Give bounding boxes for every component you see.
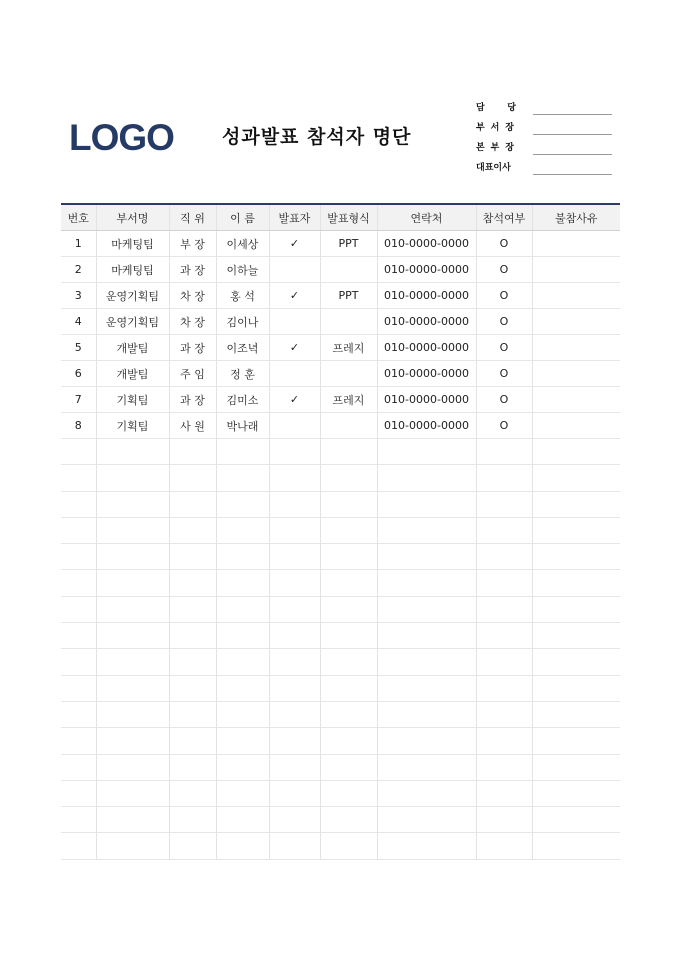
table-header-row: [61, 204, 620, 231]
cell-format[interactable]: [320, 570, 377, 596]
cell-department[interactable]: [96, 623, 169, 649]
attendee-table: [61, 203, 620, 860]
cell-absence-reason[interactable]: [532, 491, 620, 517]
cell-position[interactable]: [169, 807, 216, 833]
cell-number[interactable]: [61, 675, 96, 701]
cell-format[interactable]: [320, 257, 377, 283]
cell-department[interactable]: [96, 780, 169, 806]
approval-label: [476, 141, 514, 155]
cell-format[interactable]: PPT: [320, 283, 377, 309]
cell-department[interactable]: 마케팅팀: [96, 231, 169, 257]
cell-department[interactable]: [96, 465, 169, 491]
cell-format[interactable]: PPT: [320, 231, 377, 257]
cell-department[interactable]: [96, 754, 169, 780]
cell-presenter[interactable]: [269, 780, 320, 806]
cell-name[interactable]: [216, 701, 269, 727]
cell-position[interactable]: [169, 596, 216, 622]
cell-absence-reason[interactable]: [532, 701, 620, 727]
cell-contact[interactable]: [377, 728, 476, 754]
cell-presenter[interactable]: [269, 439, 320, 465]
cell-attendance[interactable]: O: [476, 361, 532, 387]
cell-contact[interactable]: [377, 596, 476, 622]
cell-department[interactable]: 운영기획팀: [96, 283, 169, 309]
table-row-empty: [61, 596, 620, 622]
cell-number[interactable]: [61, 807, 96, 833]
cell-name[interactable]: [216, 780, 269, 806]
cell-contact[interactable]: 010-0000-0000: [377, 231, 476, 257]
cell-attendance[interactable]: O: [476, 283, 532, 309]
cell-attendance[interactable]: [476, 491, 532, 517]
table-row-empty: [61, 649, 620, 675]
signature-line[interactable]: [533, 134, 612, 135]
cell-position[interactable]: 사 원: [169, 413, 216, 439]
cell-number[interactable]: [61, 517, 96, 543]
cell-absence-reason[interactable]: [532, 283, 620, 309]
cell-position[interactable]: 과 장: [169, 257, 216, 283]
cell-attendance[interactable]: [476, 701, 532, 727]
cell-number[interactable]: [61, 596, 96, 622]
cell-department[interactable]: [96, 807, 169, 833]
table-row-empty: [61, 439, 620, 465]
cell-department[interactable]: [96, 596, 169, 622]
signature-line[interactable]: [533, 114, 612, 115]
cell-contact[interactable]: 010-0000-0000: [377, 335, 476, 361]
cell-number[interactable]: [61, 780, 96, 806]
approval-row-manager: [476, 100, 616, 120]
cell-format[interactable]: [320, 675, 377, 701]
cell-attendance[interactable]: [476, 517, 532, 543]
cell-attendance[interactable]: [476, 439, 532, 465]
cell-contact[interactable]: 010-0000-0000: [377, 257, 476, 283]
cell-absence-reason[interactable]: [532, 649, 620, 675]
cell-position[interactable]: 과 장: [169, 387, 216, 413]
approval-label-char: 장: [505, 123, 514, 133]
table-row-empty: [61, 491, 620, 517]
cell-number[interactable]: [61, 833, 96, 859]
table-row-empty: [61, 623, 620, 649]
cell-format[interactable]: 프레지: [320, 335, 377, 361]
header-position: 직 위: [169, 204, 216, 231]
table-row: [61, 387, 620, 413]
cell-department[interactable]: 기획팀: [96, 413, 169, 439]
cell-number[interactable]: [61, 439, 96, 465]
cell-absence-reason[interactable]: [532, 465, 620, 491]
cell-position[interactable]: 차 장: [169, 309, 216, 335]
table-row: [61, 309, 620, 335]
approval-row-ceo: [476, 160, 616, 180]
cell-name[interactable]: [216, 491, 269, 517]
cell-department[interactable]: 운영기획팀: [96, 309, 169, 335]
cell-position[interactable]: [169, 728, 216, 754]
table-row-empty: [61, 701, 620, 727]
cell-attendance[interactable]: [476, 833, 532, 859]
cell-absence-reason[interactable]: [532, 361, 620, 387]
cell-absence-reason[interactable]: [532, 544, 620, 570]
cell-attendance[interactable]: [476, 544, 532, 570]
cell-number[interactable]: [61, 491, 96, 517]
cell-presenter[interactable]: [269, 728, 320, 754]
signature-line[interactable]: [533, 154, 612, 155]
table-row-empty: [61, 570, 620, 596]
cell-presenter[interactable]: [269, 623, 320, 649]
table-row-empty: [61, 465, 620, 491]
cell-position[interactable]: [169, 833, 216, 859]
cell-position[interactable]: [169, 517, 216, 543]
header-department: 부서명: [96, 204, 169, 231]
cell-number[interactable]: [61, 701, 96, 727]
cell-format[interactable]: [320, 465, 377, 491]
approval-label-char: 본: [476, 143, 485, 153]
approval-row-division-head: [476, 140, 616, 160]
cell-name[interactable]: 홍 석: [216, 283, 269, 309]
cell-format[interactable]: [320, 780, 377, 806]
table-row: [61, 231, 620, 257]
cell-attendance[interactable]: [476, 596, 532, 622]
cell-format[interactable]: [320, 728, 377, 754]
cell-name[interactable]: 박나래: [216, 413, 269, 439]
table-row: [61, 335, 620, 361]
approval-label-char: 당: [507, 103, 516, 113]
cell-absence-reason[interactable]: [532, 387, 620, 413]
cell-presenter[interactable]: [269, 596, 320, 622]
approval-label-char: 담: [476, 103, 485, 113]
cell-attendance[interactable]: [476, 780, 532, 806]
approval-label-char: 부: [490, 143, 500, 153]
cell-department[interactable]: [96, 833, 169, 859]
cell-name[interactable]: [216, 465, 269, 491]
cell-number[interactable]: [61, 570, 96, 596]
signature-line[interactable]: [533, 174, 612, 175]
cell-position[interactable]: 차 장: [169, 283, 216, 309]
table-row: [61, 361, 620, 387]
cell-presenter[interactable]: [269, 544, 320, 570]
cell-presenter[interactable]: [269, 754, 320, 780]
cell-department[interactable]: [96, 570, 169, 596]
cell-number[interactable]: [61, 465, 96, 491]
cell-name[interactable]: 이하늘: [216, 257, 269, 283]
table-row-empty: [61, 517, 620, 543]
table-row-empty: [61, 754, 620, 780]
cell-format[interactable]: [320, 833, 377, 859]
cell-format[interactable]: [320, 596, 377, 622]
cell-position[interactable]: 주 임: [169, 361, 216, 387]
cell-presenter[interactable]: [269, 257, 320, 283]
cell-absence-reason[interactable]: [532, 413, 620, 439]
approval-row-department-head: [476, 120, 616, 140]
cell-contact[interactable]: 010-0000-0000: [377, 283, 476, 309]
cell-number[interactable]: [61, 649, 96, 675]
cell-format[interactable]: [320, 439, 377, 465]
cell-attendance[interactable]: [476, 807, 532, 833]
cell-number[interactable]: [61, 728, 96, 754]
table-row: [61, 413, 620, 439]
cell-attendance[interactable]: [476, 649, 532, 675]
approval-label: 대표이사: [476, 163, 511, 173]
cell-contact[interactable]: 010-0000-0000: [377, 413, 476, 439]
cell-format[interactable]: [320, 361, 377, 387]
cell-absence-reason[interactable]: [532, 517, 620, 543]
cell-presenter[interactable]: [269, 517, 320, 543]
cell-contact[interactable]: [377, 807, 476, 833]
cell-name[interactable]: [216, 649, 269, 675]
cell-name[interactable]: 정 훈: [216, 361, 269, 387]
header-presentation-format: 발표형식: [320, 204, 377, 231]
cell-attendance[interactable]: O: [476, 231, 532, 257]
cell-position[interactable]: [169, 465, 216, 491]
cell-department[interactable]: [96, 544, 169, 570]
cell-number[interactable]: 2: [61, 257, 96, 283]
cell-contact[interactable]: [377, 517, 476, 543]
cell-absence-reason[interactable]: [532, 231, 620, 257]
header-presenter: 발표자: [269, 204, 320, 231]
cell-presenter[interactable]: [269, 413, 320, 439]
header-number: 번호: [61, 204, 96, 231]
table-row-empty: [61, 728, 620, 754]
cell-attendance[interactable]: [476, 728, 532, 754]
cell-name[interactable]: [216, 570, 269, 596]
cell-department[interactable]: 개발팀: [96, 335, 169, 361]
cell-absence-reason[interactable]: [532, 728, 620, 754]
cell-format[interactable]: [320, 701, 377, 727]
cell-attendance[interactable]: [476, 754, 532, 780]
cell-format[interactable]: [320, 491, 377, 517]
cell-number[interactable]: [61, 544, 96, 570]
cell-presenter[interactable]: [269, 491, 320, 517]
cell-position[interactable]: [169, 649, 216, 675]
cell-name[interactable]: 김이나: [216, 309, 269, 335]
cell-position[interactable]: [169, 754, 216, 780]
cell-attendance[interactable]: [476, 675, 532, 701]
approval-label: [476, 101, 516, 115]
cell-format[interactable]: [320, 754, 377, 780]
table-row: [61, 257, 620, 283]
approval-label-char: 서: [490, 123, 500, 133]
cell-attendance[interactable]: O: [476, 335, 532, 361]
cell-contact[interactable]: [377, 780, 476, 806]
cell-absence-reason[interactable]: [532, 754, 620, 780]
cell-department[interactable]: [96, 649, 169, 675]
cell-attendance[interactable]: [476, 570, 532, 596]
cell-name[interactable]: [216, 833, 269, 859]
cell-contact[interactable]: [377, 623, 476, 649]
cell-department[interactable]: 마케팅팀: [96, 257, 169, 283]
cell-absence-reason[interactable]: [532, 623, 620, 649]
cell-format[interactable]: [320, 544, 377, 570]
cell-presenter[interactable]: ✓: [269, 231, 320, 257]
cell-number[interactable]: 8: [61, 413, 96, 439]
cell-name[interactable]: 김미소: [216, 387, 269, 413]
cell-number[interactable]: [61, 754, 96, 780]
page-title: 성과발표 참석자 명단: [222, 126, 412, 148]
cell-name[interactable]: 이조녁: [216, 335, 269, 361]
cell-attendance[interactable]: [476, 623, 532, 649]
header-contact: 연락처: [377, 204, 476, 231]
header-name: 이 름: [216, 204, 269, 231]
cell-name[interactable]: [216, 517, 269, 543]
cell-contact[interactable]: 010-0000-0000: [377, 361, 476, 387]
cell-presenter[interactable]: [269, 701, 320, 727]
cell-number[interactable]: [61, 623, 96, 649]
cell-contact[interactable]: [377, 491, 476, 517]
cell-absence-reason[interactable]: [532, 257, 620, 283]
cell-position[interactable]: [169, 675, 216, 701]
cell-contact[interactable]: [377, 833, 476, 859]
cell-absence-reason[interactable]: [532, 780, 620, 806]
cell-position[interactable]: [169, 780, 216, 806]
header-absence-reason: 불참사유: [532, 204, 620, 231]
cell-contact[interactable]: [377, 754, 476, 780]
cell-name[interactable]: 이세상: [216, 231, 269, 257]
cell-presenter[interactable]: [269, 570, 320, 596]
cell-department[interactable]: 기획팀: [96, 387, 169, 413]
cell-contact[interactable]: [377, 701, 476, 727]
cell-attendance[interactable]: O: [476, 413, 532, 439]
cell-position[interactable]: [169, 623, 216, 649]
cell-number[interactable]: 4: [61, 309, 96, 335]
cell-position[interactable]: [169, 570, 216, 596]
cell-name[interactable]: [216, 623, 269, 649]
cell-contact[interactable]: [377, 675, 476, 701]
cell-presenter[interactable]: ✓: [269, 335, 320, 361]
cell-department[interactable]: [96, 439, 169, 465]
cell-number[interactable]: 1: [61, 231, 96, 257]
cell-contact[interactable]: [377, 649, 476, 675]
cell-absence-reason[interactable]: [532, 570, 620, 596]
company-logo: LOGO: [69, 117, 174, 158]
cell-name[interactable]: [216, 596, 269, 622]
cell-format[interactable]: [320, 623, 377, 649]
cell-format[interactable]: [320, 649, 377, 675]
cell-format[interactable]: [320, 807, 377, 833]
cell-department[interactable]: [96, 517, 169, 543]
cell-name[interactable]: [216, 728, 269, 754]
cell-presenter[interactable]: [269, 807, 320, 833]
cell-presenter[interactable]: [269, 833, 320, 859]
cell-name[interactable]: [216, 754, 269, 780]
approval-label-char: 부: [476, 123, 485, 133]
table-row: [61, 283, 620, 309]
cell-absence-reason[interactable]: [532, 807, 620, 833]
cell-position[interactable]: [169, 439, 216, 465]
cell-attendance[interactable]: O: [476, 257, 532, 283]
approval-signature-block: [476, 100, 616, 180]
cell-presenter[interactable]: [269, 675, 320, 701]
cell-absence-reason[interactable]: [532, 439, 620, 465]
cell-absence-reason[interactable]: [532, 596, 620, 622]
cell-name[interactable]: [216, 439, 269, 465]
cell-department[interactable]: 개발팀: [96, 361, 169, 387]
cell-contact[interactable]: [377, 439, 476, 465]
cell-attendance[interactable]: [476, 465, 532, 491]
cell-absence-reason[interactable]: [532, 335, 620, 361]
cell-position[interactable]: 부 장: [169, 231, 216, 257]
header-attendance: 참석여부: [476, 204, 532, 231]
cell-format[interactable]: [320, 309, 377, 335]
cell-number[interactable]: 6: [61, 361, 96, 387]
table-row-empty: [61, 833, 620, 859]
cell-format[interactable]: [320, 517, 377, 543]
cell-format[interactable]: 프레지: [320, 387, 377, 413]
cell-department[interactable]: [96, 728, 169, 754]
table-row-empty: [61, 544, 620, 570]
cell-number[interactable]: 5: [61, 335, 96, 361]
cell-contact[interactable]: [377, 570, 476, 596]
cell-position[interactable]: 과 장: [169, 335, 216, 361]
cell-contact[interactable]: [377, 544, 476, 570]
cell-presenter[interactable]: [269, 465, 320, 491]
cell-absence-reason[interactable]: [532, 675, 620, 701]
cell-attendance[interactable]: O: [476, 387, 532, 413]
cell-absence-reason[interactable]: [532, 833, 620, 859]
cell-name[interactable]: [216, 807, 269, 833]
cell-position[interactable]: [169, 491, 216, 517]
table-row-empty: [61, 675, 620, 701]
cell-absence-reason[interactable]: [532, 309, 620, 335]
table-row-empty: [61, 807, 620, 833]
cell-contact[interactable]: 010-0000-0000: [377, 309, 476, 335]
table-row-empty: [61, 780, 620, 806]
cell-name[interactable]: [216, 544, 269, 570]
cell-department[interactable]: [96, 675, 169, 701]
approval-label: [476, 121, 514, 135]
cell-department[interactable]: [96, 491, 169, 517]
cell-number[interactable]: 3: [61, 283, 96, 309]
cell-position[interactable]: [169, 544, 216, 570]
cell-presenter[interactable]: ✓: [269, 387, 320, 413]
cell-presenter[interactable]: [269, 309, 320, 335]
cell-format[interactable]: [320, 413, 377, 439]
cell-number[interactable]: 7: [61, 387, 96, 413]
cell-name[interactable]: [216, 675, 269, 701]
cell-department[interactable]: [96, 701, 169, 727]
cell-contact[interactable]: 010-0000-0000: [377, 387, 476, 413]
cell-presenter[interactable]: [269, 361, 320, 387]
approval-label-char: 장: [505, 143, 514, 153]
cell-contact[interactable]: [377, 465, 476, 491]
cell-presenter[interactable]: ✓: [269, 283, 320, 309]
cell-presenter[interactable]: [269, 649, 320, 675]
cell-position[interactable]: [169, 701, 216, 727]
cell-attendance[interactable]: O: [476, 309, 532, 335]
